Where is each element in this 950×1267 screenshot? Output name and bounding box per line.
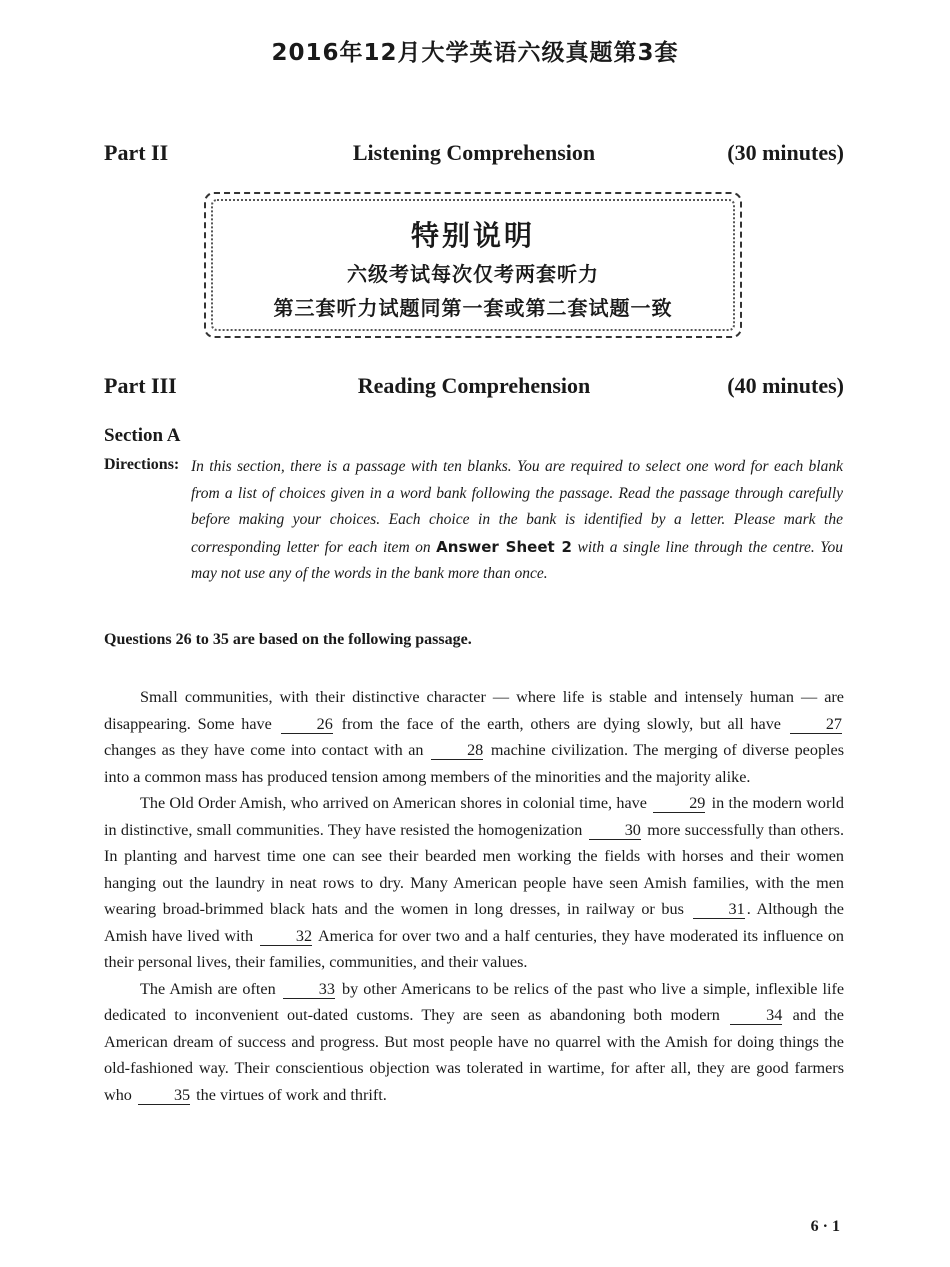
passage-text: from the face of the earth, others are dying slowly, but all have [341, 714, 781, 733]
blank-33: 33 [283, 980, 335, 999]
blank-26: 26 [281, 715, 333, 734]
passage-text: . Although the Amish have lived with [104, 900, 844, 945]
passage-text: and the American dream of success and progress. But most people have no quarrel with the Amish for doing things the old-fashioned way. Their conscientious objection was tolerated in wartime, for after all, they are good farmers who [104, 1006, 844, 1104]
passage-text: machine civilization. The merging of diverse peoples into a common mass has produced tension among members of the minorities and the majority alike. [104, 741, 845, 786]
reading-passage [104, 684, 844, 1108]
answer-sheet-reference: Answer Sheet 2 [436, 537, 572, 556]
passage-paragraph-2 [104, 790, 844, 976]
blank-31: 31 [693, 900, 745, 919]
part-ii-title: Listening Comprehension [352, 140, 596, 165]
blank-27: 27 [790, 715, 842, 734]
notice-line-2: 第三套听力试题同第一套或第二套试题一致 [273, 296, 673, 320]
passage-text: the virtues of work and thrift. [196, 1085, 387, 1104]
passage-text: by other Americans to be relics of the past who live a simple, inflexible life dedicated to inconvenient out-dated customs. They are seen as abandoning both modern [104, 979, 845, 1024]
page-number: 6 · 1 [810, 1218, 840, 1235]
passage-text: The Old Order Amish, who arrived on American shores in colonial time, have [140, 794, 647, 812]
blank-34: 34 [730, 1006, 782, 1025]
special-notice-box [204, 192, 742, 338]
questions-heading: Questions 26 to 35 are based on the following passage. [104, 631, 472, 648]
passage-text: Small communities, with their distinctive character — where life is stable and intensely human — are disappearing. Some have [104, 688, 844, 733]
blank-28: 28 [431, 741, 483, 760]
notice-title: 特别说明 [410, 219, 535, 252]
part-iii-label: Part III [104, 373, 177, 398]
part-iii-time: (40 minutes) [727, 373, 844, 398]
section-a-heading: Section A [104, 425, 181, 446]
part-ii-time: (30 minutes) [727, 140, 844, 165]
passage-paragraph-1 [104, 684, 844, 790]
directions-label: Directions: [104, 456, 180, 473]
part-ii-label: Part II [104, 140, 169, 165]
part-iii-header [104, 373, 844, 403]
part-ii-header [104, 140, 844, 170]
page-title: 2016年12月大学英语六级真题第3套 [271, 40, 679, 66]
passage-text: changes as they have come into contact with an [104, 741, 424, 759]
blank-29: 29 [653, 794, 705, 813]
passage-text: in the modern world in distinctive, small communities. They have resisted the homogenization [104, 794, 844, 839]
blank-30: 30 [589, 821, 641, 840]
passage-paragraph-3 [104, 976, 844, 1109]
directions-text-before: In this section, there is a passage with ten blanks. You are required to select one word for each blank from a list of choices given in a word bank following the passage. Read the passage through carefully before making your choices. Each choice in the bank is identified by a letter. Please mark the corresponding letter for each item on [191, 458, 843, 556]
blank-32: 32 [260, 927, 312, 946]
part-iii-title: Reading Comprehension [357, 373, 591, 398]
notice-line-1: 六级考试每次仅考两套听力 [347, 262, 599, 286]
passage-text: The Amish are often [140, 979, 276, 998]
blank-35: 35 [138, 1086, 190, 1105]
passage-text: America for over two and a half centuries, they have moderated its influence on their personal lives, their families, communities, and their values. [104, 926, 845, 971]
directions-text-after: with a single line through the centre. You may not use any of the words in the bank more than once. [191, 538, 843, 583]
passage-text: more successfully than others. In planting and harvest time one can see their bearded men working the fields with horses and their women hanging out the laundry in neat rows to dry. Many American people have seen Amish families, with the men wearing broad-brimmed black hats and the women in long dresses, in railway or bus [104, 820, 845, 918]
directions-text [191, 454, 843, 588]
